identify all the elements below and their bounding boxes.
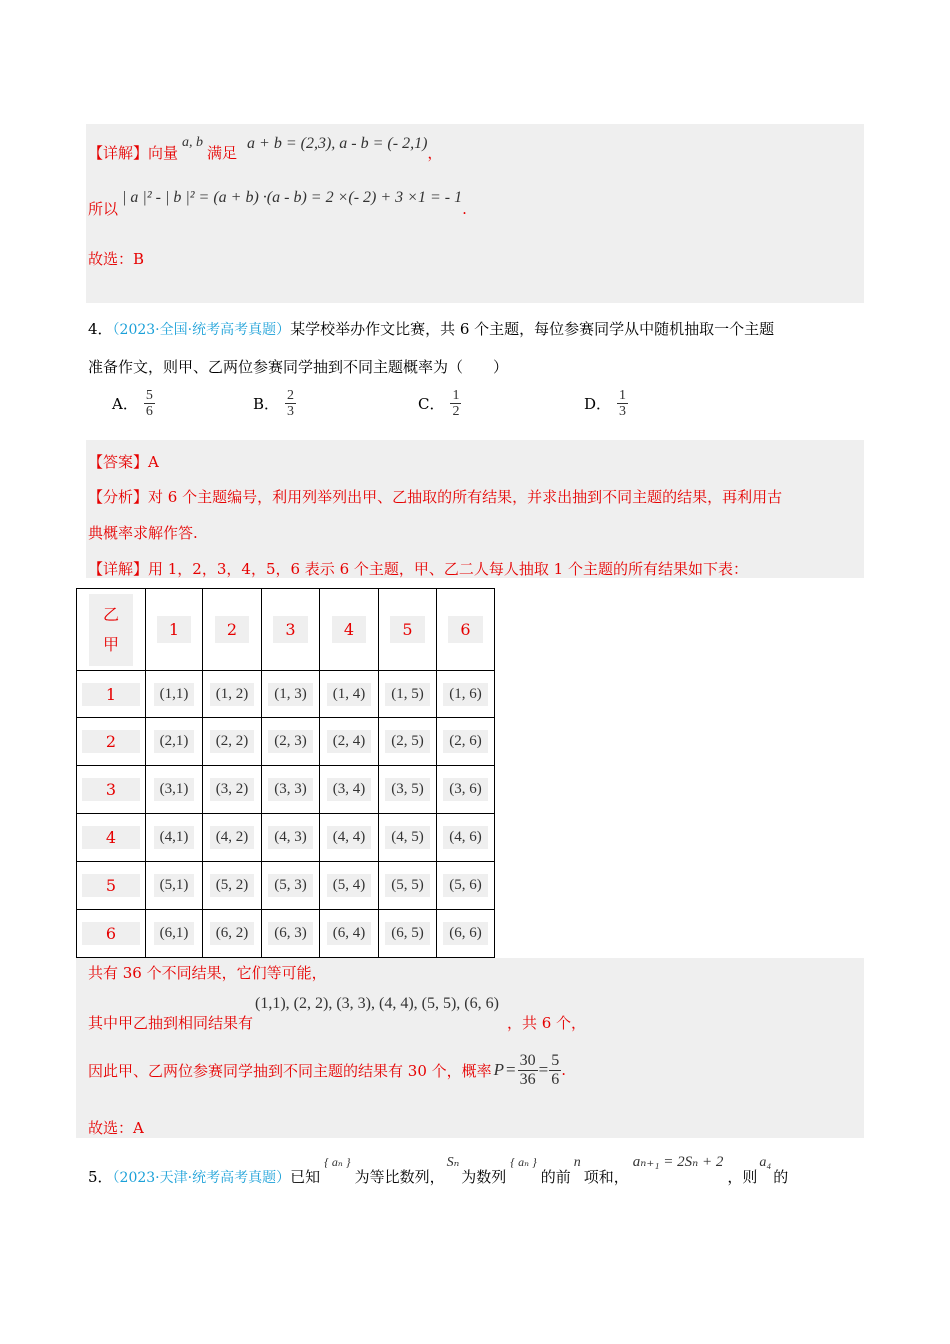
q5-rec: aₙ₊₁ = 2Sₙ + 2 [632, 1154, 724, 1170]
q5-t3: 为数列 [461, 1168, 507, 1186]
option-label: C． [418, 395, 445, 414]
q5-a4: a₄ [759, 1155, 772, 1170]
q5-an: { aₙ } [324, 1155, 351, 1169]
option-fraction: $\frac{1}{3}$ [619, 388, 627, 420]
table-cell: (6,1) [146, 910, 203, 958]
table-cell: (2, 3) [262, 718, 320, 766]
table-cell: (1,1) [146, 671, 203, 718]
table-cell: (2, 4) [320, 718, 379, 766]
q5-t1: 已知 [290, 1168, 321, 1186]
q4-total-line: 共有 36 个不同结果，它们等可能， [88, 964, 327, 982]
q5-source: （2023·天津·统考高考真题） [112, 1170, 291, 1186]
table-cell: (2, 5) [379, 718, 437, 766]
table-row [77, 814, 495, 862]
col-header: 1 [146, 589, 203, 671]
table-cell: (5, 4) [320, 862, 379, 910]
col-header: 5 [379, 589, 437, 671]
prev-calc-line [88, 186, 467, 218]
q5-sn: Sₙ [446, 1155, 460, 1170]
col-header: 4 [320, 589, 379, 671]
col-header: 3 [262, 589, 320, 671]
diff-prefix: 因此甲、乙两位参赛同学抽到不同主题的结果有 30 个，概率 [88, 1061, 492, 1080]
q4-option-d [584, 388, 628, 420]
table-cell: (2,1) [146, 718, 203, 766]
p-fraction-2: $\frac{5}{6}$ [551, 1052, 560, 1088]
q4-conclusion-block [76, 958, 864, 1138]
table-cell: (4,1) [146, 814, 203, 862]
corner-bottom: 甲 [102, 634, 119, 654]
table-row [77, 718, 495, 766]
prev-detail-line [88, 132, 442, 168]
row-header: 2 [77, 718, 146, 766]
option-fraction: $\frac{5}{6}$ [145, 388, 153, 420]
prev-choice: 故选：B [88, 250, 145, 268]
results-table [76, 588, 495, 958]
table-cell: (6, 2) [203, 910, 262, 958]
table-row [77, 910, 495, 958]
q4-stem-line2: 准备作文，则甲、乙两位参赛同学抽到不同主题概率为（ ） [88, 358, 509, 376]
row-header: 5 [77, 862, 146, 910]
q4-stem1: 某学校举办作文比赛，共 6 个主题，每位参赛同学从中随机抽取一个主题 [290, 320, 775, 338]
table-cell: (6, 6) [437, 910, 495, 958]
q4-detail-line: 【详解】用 1，2，3，4，5，6 表示 6 个主题，甲、乙二人每人抽取 1 个主题的所有结果如下表： [88, 560, 748, 578]
option-fraction: $\frac{1}{2}$ [452, 388, 460, 420]
table-cell: (4, 3) [262, 814, 320, 862]
p-eq2: = [538, 1060, 549, 1080]
table-row [77, 671, 495, 718]
table-cell: (5, 2) [203, 862, 262, 910]
table-cell: (3,1) [146, 766, 203, 814]
option-label: D． [584, 395, 612, 414]
option-fraction: $\frac{2}{3}$ [287, 388, 295, 420]
q5-t2: 为等比数列， [354, 1168, 445, 1186]
corner-top: 乙 [102, 604, 119, 624]
p-var: P [493, 1060, 505, 1080]
table-cell: (1, 3) [262, 671, 320, 718]
q5-an2: { aₙ } [510, 1155, 537, 1169]
table-cell: (5, 5) [379, 862, 437, 910]
table-cell: (3, 2) [203, 766, 262, 814]
q5-t6: ，则 [727, 1168, 758, 1186]
table-corner [77, 589, 146, 671]
q4-prob-line [88, 1052, 566, 1088]
q4-answer: 【答案】A [88, 453, 159, 471]
table-cell: (6, 5) [379, 910, 437, 958]
table-cell: (4, 6) [437, 814, 495, 862]
q4-option-b [253, 388, 296, 420]
p-eq: = [506, 1060, 516, 1080]
calc-formula: | a |² - | b |² = (a + b) ·(a - b) = 2 ×(- 2) + 3 ×1 = - 1 [122, 189, 463, 206]
q4-number: 4． [88, 320, 113, 338]
q4-option-a [112, 388, 155, 420]
table-row [77, 766, 495, 814]
q4-same-line [88, 992, 587, 1032]
table-cell: (1, 2) [203, 671, 262, 718]
table-row [77, 862, 495, 910]
table-cell: (3, 4) [320, 766, 379, 814]
p-end: . [561, 1061, 566, 1080]
table-cell: (6, 3) [262, 910, 320, 958]
q4-stem-line1 [88, 318, 774, 339]
period: . [462, 200, 467, 218]
comma: ， [427, 144, 443, 162]
table-cell: (5,1) [146, 862, 203, 910]
q5-t4: 的前 [540, 1168, 571, 1186]
row-header: 6 [77, 910, 146, 958]
q4-option-c [418, 388, 461, 420]
q5-t7: 的 [773, 1168, 789, 1186]
detail-text: 向量 [148, 144, 179, 162]
table-cell: (6, 4) [320, 910, 379, 958]
row-header: 3 [77, 766, 146, 814]
option-label: A． [112, 395, 138, 414]
table-cell: (4, 5) [379, 814, 437, 862]
option-label: B． [253, 395, 280, 414]
table-cell: (1, 5) [379, 671, 437, 718]
col-header: 6 [437, 589, 495, 671]
q5-t5: 项和， [583, 1168, 629, 1186]
table-cell: (1, 6) [437, 671, 495, 718]
p-fraction-1: $\frac{30}{36}$ [519, 1052, 536, 1088]
col-header: 2 [203, 589, 262, 671]
table-cell: (2, 2) [203, 718, 262, 766]
so-label: 所以 [88, 200, 119, 218]
table-cell: (3, 6) [437, 766, 495, 814]
same-suffix: ，共 6 个， [506, 1014, 587, 1032]
q5-n: n [573, 1155, 581, 1170]
vector-ab: a, b [182, 135, 204, 150]
q4-source: （2023·全国·统考高考真题） [112, 322, 291, 338]
table-cell: (1, 4) [320, 671, 379, 718]
same-set: (1,1), (2, 2), (3, 3), (4, 4), (5, 5), (6, 6) [255, 995, 499, 1012]
table-cell: (3, 5) [379, 766, 437, 814]
q4-analysis-line1: 【分析】对 6 个主题编号，利用列举列出甲、乙抽取的所有结果，并求出抽到不同主题的结果，再利用古 [88, 488, 783, 506]
table-cell: (4, 2) [203, 814, 262, 862]
table-cell: (5, 3) [262, 862, 320, 910]
q4-analysis-line2: 典概率求解作答. [88, 524, 198, 542]
table-cell: (5, 6) [437, 862, 495, 910]
row-header: 1 [77, 671, 146, 718]
same-prefix: 其中甲乙抽到相同结果有 [88, 1014, 254, 1032]
row-header: 4 [77, 814, 146, 862]
q5-number: 5． [88, 1168, 113, 1186]
q5-stem [88, 1150, 788, 1190]
detail-label: 【详解】 [88, 144, 149, 162]
table-cell: (4, 4) [320, 814, 379, 862]
table-cell: (2, 6) [437, 718, 495, 766]
table-cell: (3, 3) [262, 766, 320, 814]
q4-choice: 故选：A [88, 1119, 144, 1137]
condition-formula: a + b = (2,3), a - b = (- 2,1) [247, 135, 428, 152]
satisfy-text: 满足 [207, 144, 238, 162]
